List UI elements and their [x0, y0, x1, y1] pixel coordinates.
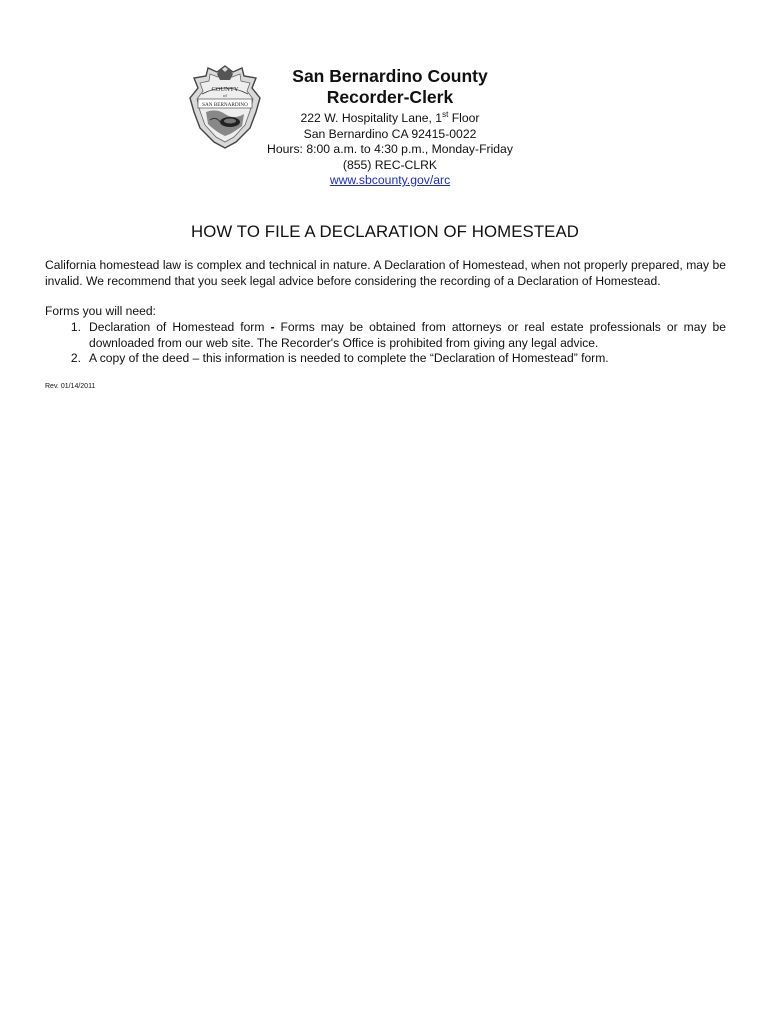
- header: [250, 66, 530, 189]
- list-item-lead: A copy of the deed – this information is needed to complete the “Declaration of Homestead” form.: [89, 351, 609, 365]
- list-item-dash: -: [270, 320, 275, 334]
- address-line: [250, 111, 530, 127]
- website-link[interactable]: www.sbcounty.gov/arc: [329, 173, 451, 187]
- seal-middle-text: of: [223, 93, 227, 98]
- address-post: Floor: [448, 111, 480, 125]
- list-item-number: 1.: [70, 320, 81, 334]
- list-item-text: Forms may be obtained from attorneys or real estate professionals or may be downloaded from our web site. The Recorder's Office is prohibited from giving any legal advice.: [89, 320, 726, 350]
- list-item-number: 2.: [70, 351, 81, 365]
- address-pre: 222 W. Hospitality Lane, 1: [300, 111, 443, 125]
- forms-heading: Forms you will need:: [45, 304, 156, 318]
- intro-paragraph: California homestead law is complex and technical in nature. A Declaration of Homestead, when not properly prepared, may be invalid. We recommend that you seek legal advice before considering the recording of a Declaration of Homestead.: [45, 258, 726, 288]
- hours-line: Hours: 8:00 a.m. to 4:30 p.m., Monday-Friday: [267, 142, 513, 156]
- city-line: San Bernardino CA 92415-0022: [303, 126, 477, 141]
- list-item: [45, 320, 726, 351]
- list-item: [45, 351, 726, 367]
- seal-bottom-text: SAN BERNARDINO: [202, 102, 248, 108]
- revision-date: Rev. 01/14/2011: [45, 383, 96, 390]
- seal-top-text: COUNTY: [211, 86, 239, 93]
- address-sup: st: [442, 110, 449, 119]
- org-name-line1: San Bernardino County: [292, 66, 488, 86]
- page-title: HOW TO FILE A DECLARATION OF HOMESTEAD: [191, 222, 579, 241]
- list-item-lead: Declaration of Homestead form: [89, 320, 271, 334]
- phone-line: (855) REC-CLRK: [342, 157, 438, 172]
- org-name-line2: Recorder-Clerk: [326, 87, 454, 107]
- forms-list: [45, 320, 726, 367]
